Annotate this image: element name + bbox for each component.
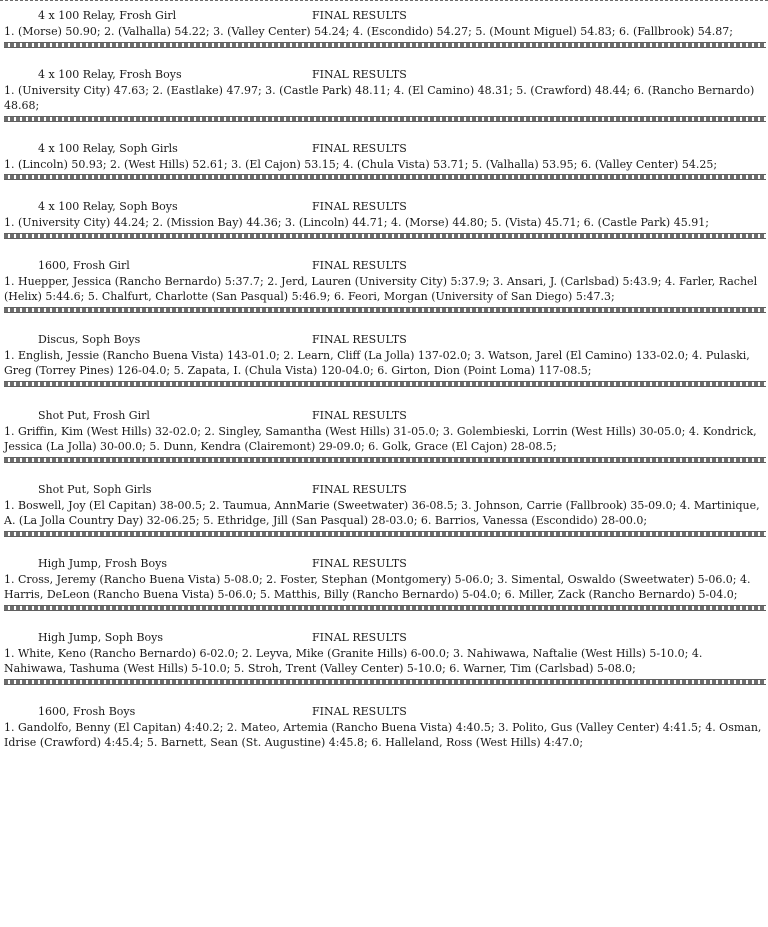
event-header xyxy=(4,141,766,156)
event-separator xyxy=(4,42,766,48)
event-title: Discus, Soph Boys xyxy=(38,332,141,346)
event-block xyxy=(4,704,766,751)
final-results-label: FINAL RESULTS xyxy=(312,630,407,644)
event-block xyxy=(4,332,766,387)
event-header xyxy=(4,630,766,645)
event-results: 1. (University City) 44.24; 2. (Mission Bay) 44.36; 3. (Lincoln) 44.71; 4. (Morse) 44.80; 5. (Vista) 45.71; 6. (Castle Park) 45.91; xyxy=(4,216,709,229)
event-results: 1. Griffin, Kim (West Hills) 32-02.0; 2. Singley, Samantha (West Hills) 31-05.0; 3. Golembieski, Lorrin (West Hills) 30-05.0; 4. Kondrick, Jessica (La Jolla) 30-00.0; 5. Dunn, Kendra (Clairemont) 29-09.0; 6. Golk, Grace (El Cajon) 28-08.5; xyxy=(4,424,757,453)
event-block xyxy=(4,141,766,181)
event-results: 1. (Lincoln) 50.93; 2. (West Hills) 52.61; 3. (El Cajon) 53.15; 4. (Chula Vista) 53.71; 5. (Valhalla) 53.95; 6. (Valley Center) 54.25; xyxy=(4,157,718,171)
final-results-label: FINAL RESULTS xyxy=(312,408,407,422)
event-block xyxy=(4,258,766,313)
final-results-label: FINAL RESULTS xyxy=(312,556,407,570)
event-separator xyxy=(4,457,766,463)
event-separator xyxy=(4,605,766,611)
event-title: High Jump, Frosh Boys xyxy=(38,556,167,570)
final-results-label: FINAL RESULTS xyxy=(312,482,407,496)
event-results: 1. White, Keno (Rancho Bernardo) 6-02.0; 2. Leyva, Mike (Granite Hills) 6-00.0; 3. Nahiwawa, Naftalie (West Hills) 5-10.0; 4. Nahiwawa, Tashuma (West Hills) 5-10.0; 5. Stroh, Trent (Valley Center) 5-10.0; 6. Warner, Tim (Carlsbad) 5-08.0; xyxy=(4,646,703,675)
event-header xyxy=(4,408,766,423)
event-header xyxy=(4,704,766,719)
event-block xyxy=(4,8,766,48)
final-results-label: FINAL RESULTS xyxy=(312,332,407,346)
event-block xyxy=(4,408,766,463)
results-document xyxy=(4,8,766,751)
event-results: 1. (University City) 47.63; 2. (Eastlake) 47.97; 3. (Castle Park) 48.11; 4. (El Camino) 48.31; 5. (Crawford) 48.44; 6. (Rancho Bernardo) 48.68; xyxy=(4,83,755,112)
event-title: 1600, Frosh Girl xyxy=(38,258,130,272)
event-header xyxy=(4,8,766,23)
event-separator xyxy=(4,381,766,387)
event-header xyxy=(4,258,766,273)
event-separator xyxy=(4,531,766,537)
event-title: 4 x 100 Relay, Frosh Boys xyxy=(38,67,182,81)
event-title: Shot Put, Soph Girls xyxy=(38,482,152,496)
final-results-label: FINAL RESULTS xyxy=(312,200,407,213)
event-header xyxy=(4,482,766,497)
event-block xyxy=(4,482,766,537)
final-results-label: FINAL RESULTS xyxy=(312,258,407,272)
event-block xyxy=(4,199,766,239)
event-results: 1. Boswell, Joy (El Capitan) 38-00.5; 2. Taumua, AnnMarie (Sweetwater) 36-08.5; 3. Johnson, Carrie (Fallbrook) 35-09.0; 4. Martinique, A. (La Jolla Country Day) 32-06.25; 5. Ethridge, Jill (San Pasqual) 28-03.0; 6. Barrios, Vanessa (Escondido) 28-00.0; xyxy=(4,498,760,527)
event-results: 1. English, Jessie (Rancho Buena Vista) 143-01.0; 2. Learn, Cliff (La Jolla) 137-02.0; 3. Watson, Jarel (El Camino) 133-02.0; 4. Pulaski, Greg (Torrey Pines) 126-04.0; 5. Zapata, I. (Chula Vista) 120-04.0; 6. Girton, Dion (Point Loma) 117-08.5; xyxy=(4,348,750,377)
event-separator xyxy=(4,116,766,122)
event-separator xyxy=(4,233,766,239)
event-separator xyxy=(4,679,766,685)
event-title: High Jump, Soph Boys xyxy=(38,630,164,644)
final-results-label: FINAL RESULTS xyxy=(312,141,407,155)
top-dashed-rule xyxy=(0,0,768,4)
event-results: 1. (Morse) 50.90; 2. (Valhalla) 54.22; 3. (Valley Center) 54.24; 4. (Escondido) 54.27; 5. (Mount Miguel) 54.83; 6. (Fallbrook) 54.87; xyxy=(4,25,733,38)
event-results: 1. Cross, Jeremy (Rancho Buena Vista) 5-08.0; 2. Foster, Stephan (Montgomery) 5-06.0; 3. Simental, Oswaldo (Sweetwater) 5-06.0; 4. Harris, DeLeon (Rancho Buena Vista) 5-06.0; 5. Matthis, Billy (Rancho Bernardo) 5-04.0; 6. Miller, Zack (Rancho Bernardo) 5-04.0; xyxy=(4,572,751,601)
event-title: 4 x 100 Relay, Soph Boys xyxy=(38,200,178,213)
final-results-label: FINAL RESULTS xyxy=(312,67,407,81)
event-block xyxy=(4,556,766,611)
event-header xyxy=(4,67,766,82)
event-title: 4 x 100 Relay, Soph Girls xyxy=(38,141,178,155)
event-block xyxy=(4,630,766,685)
event-header xyxy=(4,332,766,347)
event-separator xyxy=(4,307,766,313)
final-results-label: FINAL RESULTS xyxy=(312,704,407,718)
event-header xyxy=(4,199,766,214)
event-title: 4 x 100 Relay, Frosh Girl xyxy=(38,9,177,22)
final-results-label: FINAL RESULTS xyxy=(312,9,407,22)
event-block xyxy=(4,67,766,122)
event-results: 1. Huepper, Jessica (Rancho Bernardo) 5:37.7; 2. Jerd, Lauren (University City) 5:37.9; 3. Ansari, J. (Carlsbad) 5:43.9; 4. Farler, Rachel (Helix) 5:44.6; 5. Chalfurt, Charlotte (San Pasqual) 5:46.9; 6. Feori, Morgan (University of San Diego) 5:47.3; xyxy=(4,274,758,303)
event-header xyxy=(4,556,766,571)
event-title: 1600, Frosh Boys xyxy=(38,704,136,718)
event-separator xyxy=(4,174,766,180)
event-title: Shot Put, Frosh Girl xyxy=(38,408,150,422)
event-results: 1. Gandolfo, Benny (El Capitan) 4:40.2; 2. Mateo, Artemia (Rancho Buena Vista) 4:40.5; 3. Polito, Gus (Valley Center) 4:41.5; 4. Osman, Idrise (Crawford) 4:45.4; 5. Barnett, Sean (St. Augustine) 4:45.8; 6. Halleland, Ross (West Hills) 4:47.0; xyxy=(4,720,762,749)
